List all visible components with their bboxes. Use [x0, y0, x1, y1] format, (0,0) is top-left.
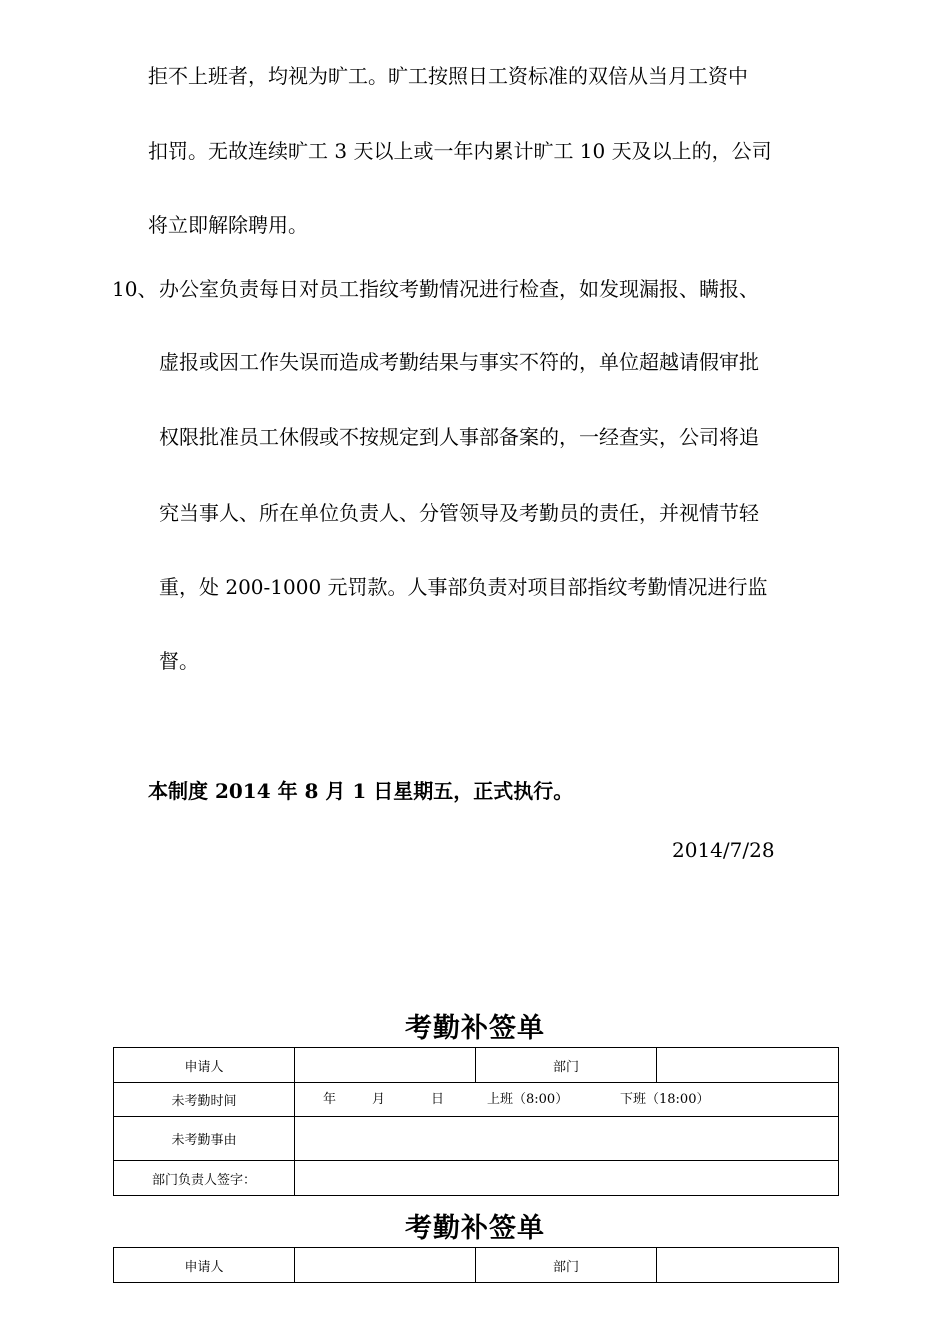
paragraph-10-line-1: 办公室负责每日对员工指纹考勤情况进行检查，如发现漏报、瞒报、	[159, 277, 759, 301]
month-label: 月	[372, 1092, 386, 1107]
department-label: 部门	[476, 1048, 657, 1083]
effective-statement: 本制度 2014 年 8 月 1 日星期五，正式执行。	[148, 779, 574, 803]
year-label: 年	[323, 1092, 337, 1107]
applicant-label: 申请人	[114, 1048, 295, 1083]
applicant-field[interactable]	[295, 1248, 476, 1283]
department-field[interactable]	[657, 1048, 839, 1083]
form-1-title: 考勤补签单	[405, 1013, 545, 1044]
department-label: 部门	[476, 1248, 657, 1283]
paragraph-10-line-3: 权限批准员工休假或不按规定到人事部备案的，一经查实，公司将追	[159, 425, 759, 449]
on-duty-label: 上班（8:00）	[487, 1092, 569, 1107]
paragraph-10-line-6: 督。	[159, 649, 199, 673]
day-label: 日	[431, 1092, 445, 1107]
paragraph-9-line-1: 拒不上班者，均视为旷工。旷工按照日工资标准的双倍从当月工资中	[148, 64, 748, 88]
document-date: 2014/7/28	[672, 838, 775, 862]
reason-label: 未考勤事由	[114, 1117, 295, 1161]
paragraph-10-line-4: 究当事人、所在单位负责人、分管领导及考勤员的责任，并视情节轻	[159, 501, 759, 525]
form-1-table	[113, 1047, 839, 1196]
paragraph-9-line-2: 扣罚。无故连续旷工 3 天以上或一年内累计旷工 10 天及以上的，公司	[148, 139, 772, 163]
signature-field[interactable]	[295, 1161, 839, 1196]
applicant-field[interactable]	[295, 1048, 476, 1083]
paragraph-10-line-5: 重，处 200-1000 元罚款。人事部负责对项目部指纹考勤情况进行监	[159, 575, 768, 599]
department-field[interactable]	[657, 1248, 839, 1283]
applicant-label: 申请人	[114, 1248, 295, 1283]
signature-label: 部门负责人签字：	[114, 1161, 295, 1196]
form-2-table	[113, 1247, 839, 1283]
reason-field[interactable]	[295, 1117, 839, 1161]
missed-time-field[interactable]	[295, 1083, 839, 1117]
paragraph-9-line-3: 将立即解除聘用。	[148, 213, 308, 237]
paragraph-10-line-2: 虚报或因工作失误而造成考勤结果与事实不符的，单位超越请假审批	[159, 350, 759, 374]
paragraph-10-number: 10、	[112, 277, 158, 301]
missed-time-label: 未考勤时间	[114, 1083, 295, 1117]
form-2-title: 考勤补签单	[405, 1213, 545, 1244]
off-duty-label: 下班（18:00）	[620, 1092, 710, 1107]
